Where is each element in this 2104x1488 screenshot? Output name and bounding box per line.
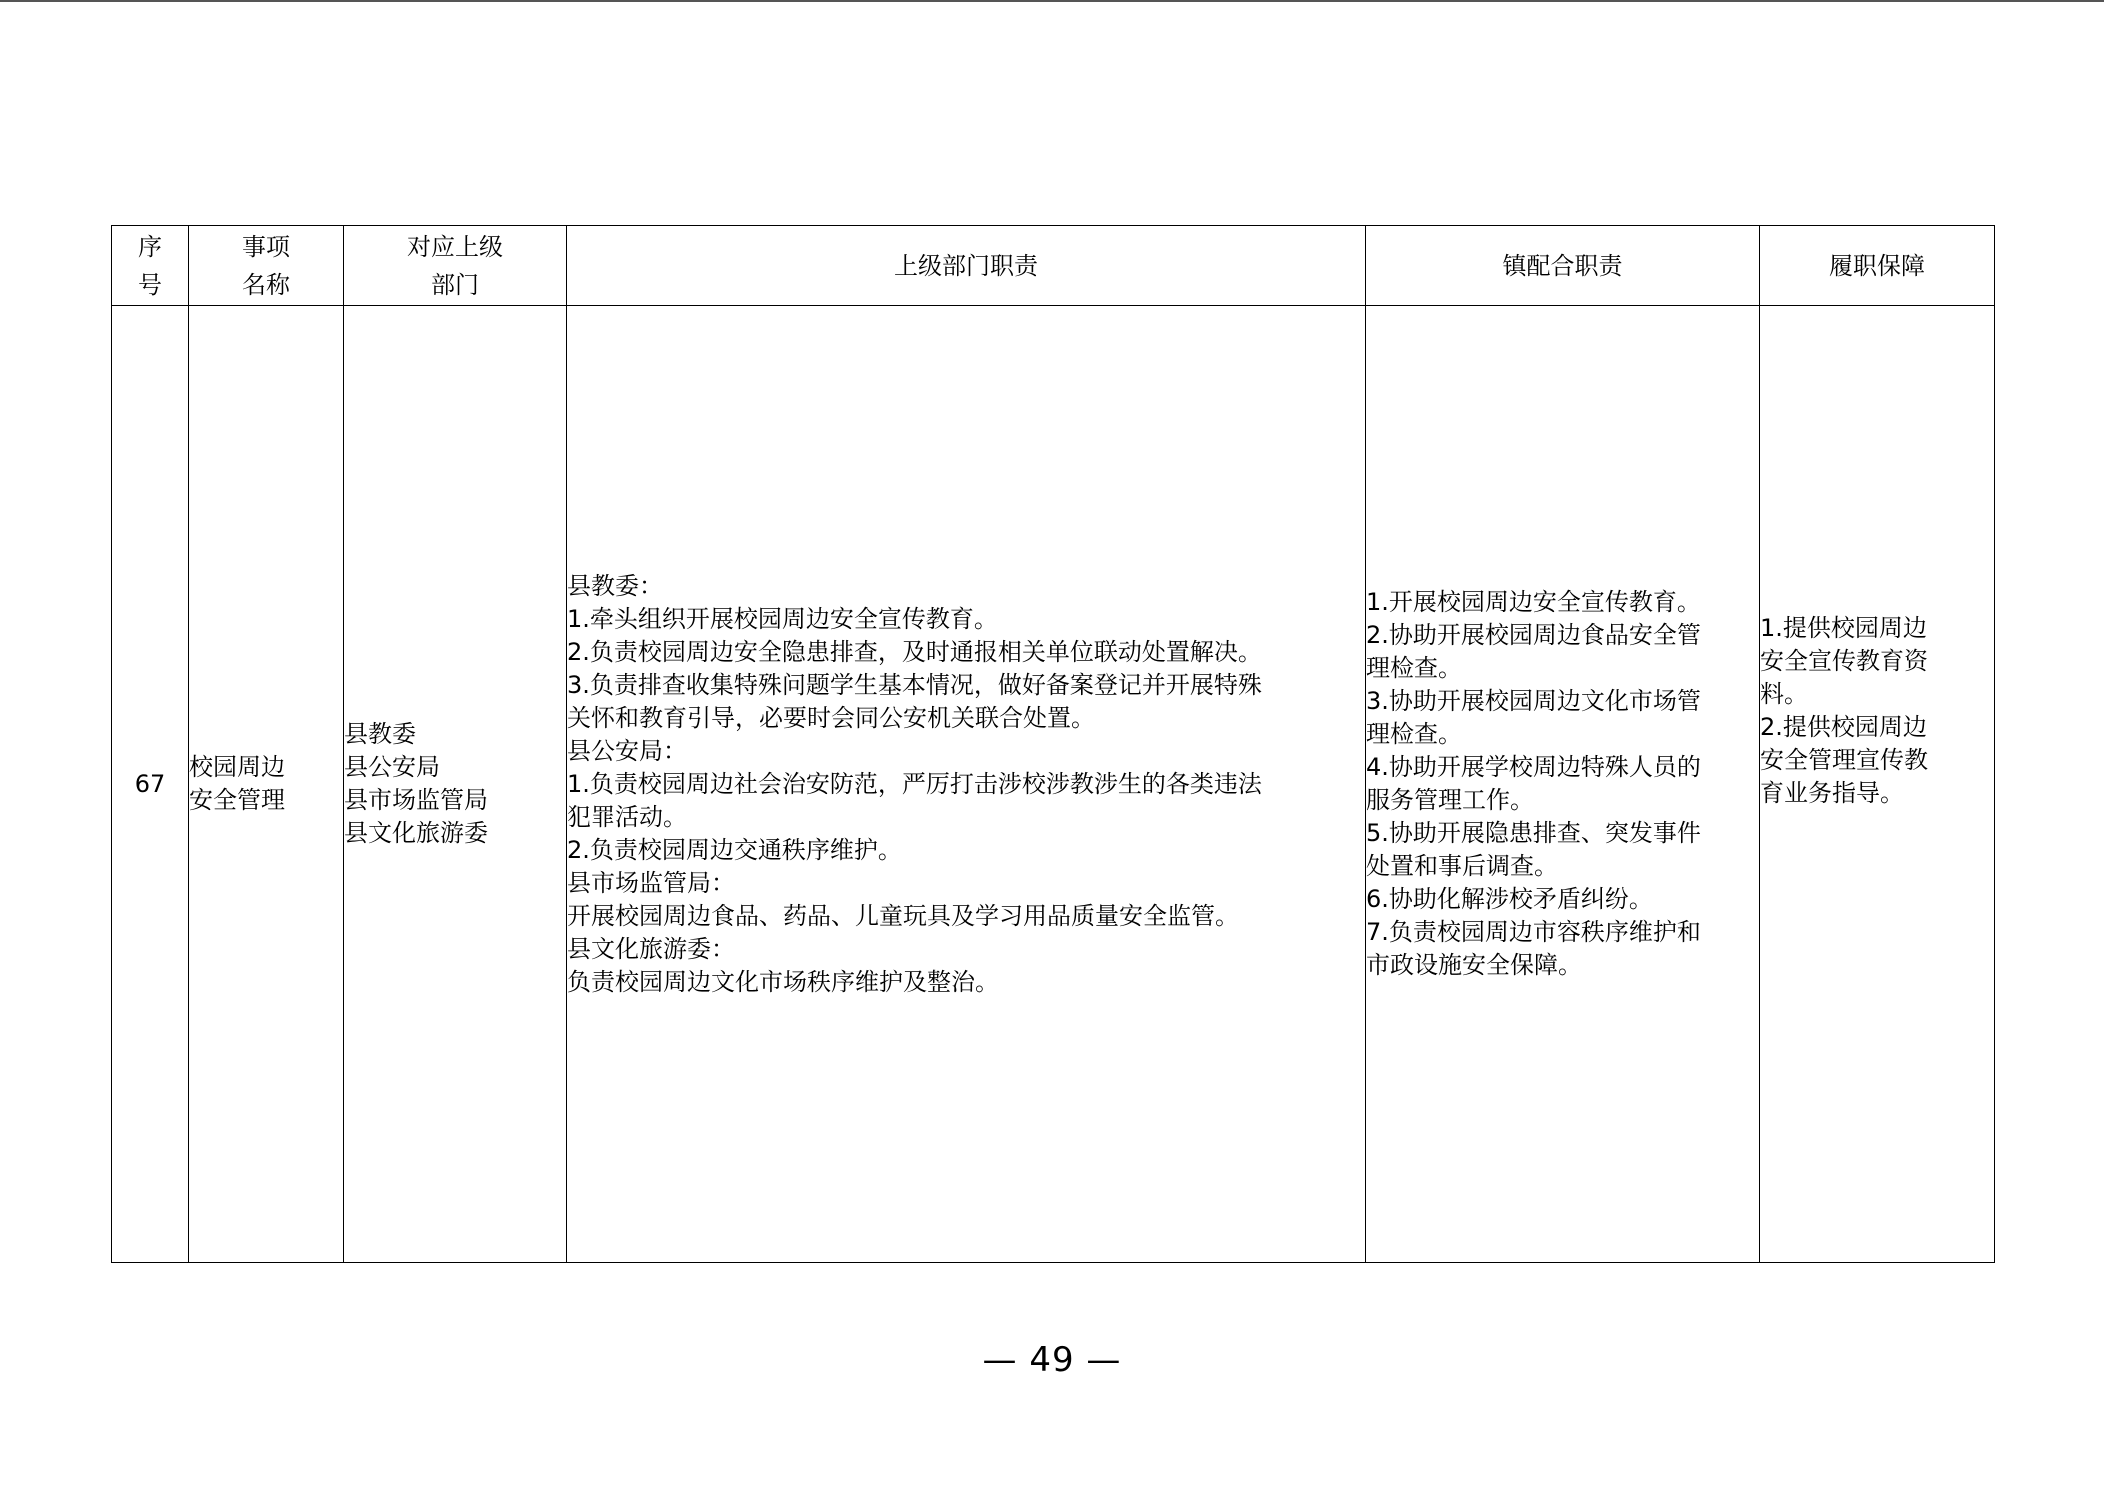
department-item: 县教委	[344, 720, 416, 748]
header-seq-line-2: 号	[138, 270, 162, 299]
town-duty-line: 理检查。	[1366, 720, 1462, 748]
department-item: 县文化旅游委	[344, 819, 488, 847]
page-number: — 49 —	[982, 1340, 1122, 1380]
town-duty-line: 1.开展校园周边安全宣传教育。	[1366, 588, 1701, 616]
upper-duty-line: 2.负责校园周边安全隐患排查，及时通报相关单位联动处置解决。	[567, 637, 1262, 666]
header-department-line-2: 部门	[431, 270, 479, 299]
item-name-line-1: 校园周边	[189, 753, 285, 781]
upper-duty-line: 2.负责校园周边交通秩序维护。	[567, 835, 902, 864]
upper-duty-line: 县公安局：	[567, 736, 687, 765]
upper-duty-line: 关怀和教育引导，必要时会同公安机关联合处置。	[567, 703, 1095, 732]
header-seq-line-1: 序	[138, 232, 162, 261]
guarantee-line: 1.提供校园周边	[1760, 614, 1927, 642]
upper-duty-line: 县教委：	[567, 571, 663, 600]
upper-duty-line: 3.负责排查收集特殊问题学生基本情况，做好备案登记并开展特殊	[567, 670, 1262, 699]
town-duty-line: 处置和事后调查。	[1366, 852, 1558, 880]
upper-duty-line: 开展校园周边食品、药品、儿童玩具及学习用品质量安全监管。	[567, 901, 1239, 930]
town-duty-line: 4.协助开展学校周边特殊人员的	[1366, 753, 1701, 781]
item-name-line-2: 安全管理	[189, 786, 285, 814]
header-item-name-line-1: 事项	[242, 232, 290, 261]
upper-duty-line: 县文化旅游委：	[567, 934, 735, 963]
town-duty-line: 理检查。	[1366, 654, 1462, 682]
guarantee-line: 安全管理宣传教	[1760, 746, 1928, 774]
duty-table	[111, 225, 1995, 1263]
header-seq	[112, 226, 189, 306]
cell-item-name	[189, 306, 344, 1263]
table-row	[112, 306, 1995, 1263]
cell-upper-duty	[567, 306, 1366, 1263]
guarantee-line: 安全宣传教育资	[1760, 647, 1928, 675]
guarantee-line: 料。	[1760, 680, 1808, 708]
town-duty-line: 6.协助化解涉校矛盾纠纷。	[1366, 885, 1653, 913]
header-item-name-line-2: 名称	[242, 270, 290, 299]
department-item: 县公安局	[344, 753, 440, 781]
upper-duty-line: 县市场监管局：	[567, 868, 735, 897]
town-duty-line: 服务管理工作。	[1366, 786, 1534, 814]
town-duty-line: 2.协助开展校园周边食品安全管	[1366, 621, 1701, 649]
town-duty-line: 3.协助开展校园周边文化市场管	[1366, 687, 1701, 715]
town-duty-line: 7.负责校园周边市容秩序维护和	[1366, 918, 1701, 946]
guarantee-line: 育业务指导。	[1760, 779, 1904, 807]
upper-duty-line: 负责校园周边文化市场秩序维护及整治。	[567, 967, 999, 996]
top-border-line	[0, 0, 2104, 2]
guarantee-line: 2.提供校园周边	[1760, 713, 1927, 741]
header-department-line-1: 对应上级	[407, 232, 503, 261]
upper-duty-line: 犯罪活动。	[567, 802, 687, 831]
cell-departments	[344, 306, 567, 1263]
upper-duty-line: 1.负责校园周边社会治安防范，严厉打击涉校涉教涉生的各类违法	[567, 769, 1262, 798]
table-header-row	[112, 226, 1995, 306]
header-department	[344, 226, 567, 306]
header-upper-duty: 上级部门职责	[567, 226, 1366, 306]
header-guarantee: 履职保障	[1760, 226, 1995, 306]
cell-town-duty	[1366, 306, 1760, 1263]
town-duty-line: 市政设施安全保障。	[1366, 951, 1582, 979]
town-duty-line: 5.协助开展隐患排查、突发事件	[1366, 819, 1701, 847]
upper-duty-line: 1.牵头组织开展校园周边安全宣传教育。	[567, 604, 998, 633]
cell-guarantee	[1760, 306, 1995, 1263]
cell-seq: 67	[112, 306, 189, 1263]
header-item-name	[189, 226, 344, 306]
department-item: 县市场监管局	[344, 786, 488, 814]
header-town-duty: 镇配合职责	[1366, 226, 1760, 306]
